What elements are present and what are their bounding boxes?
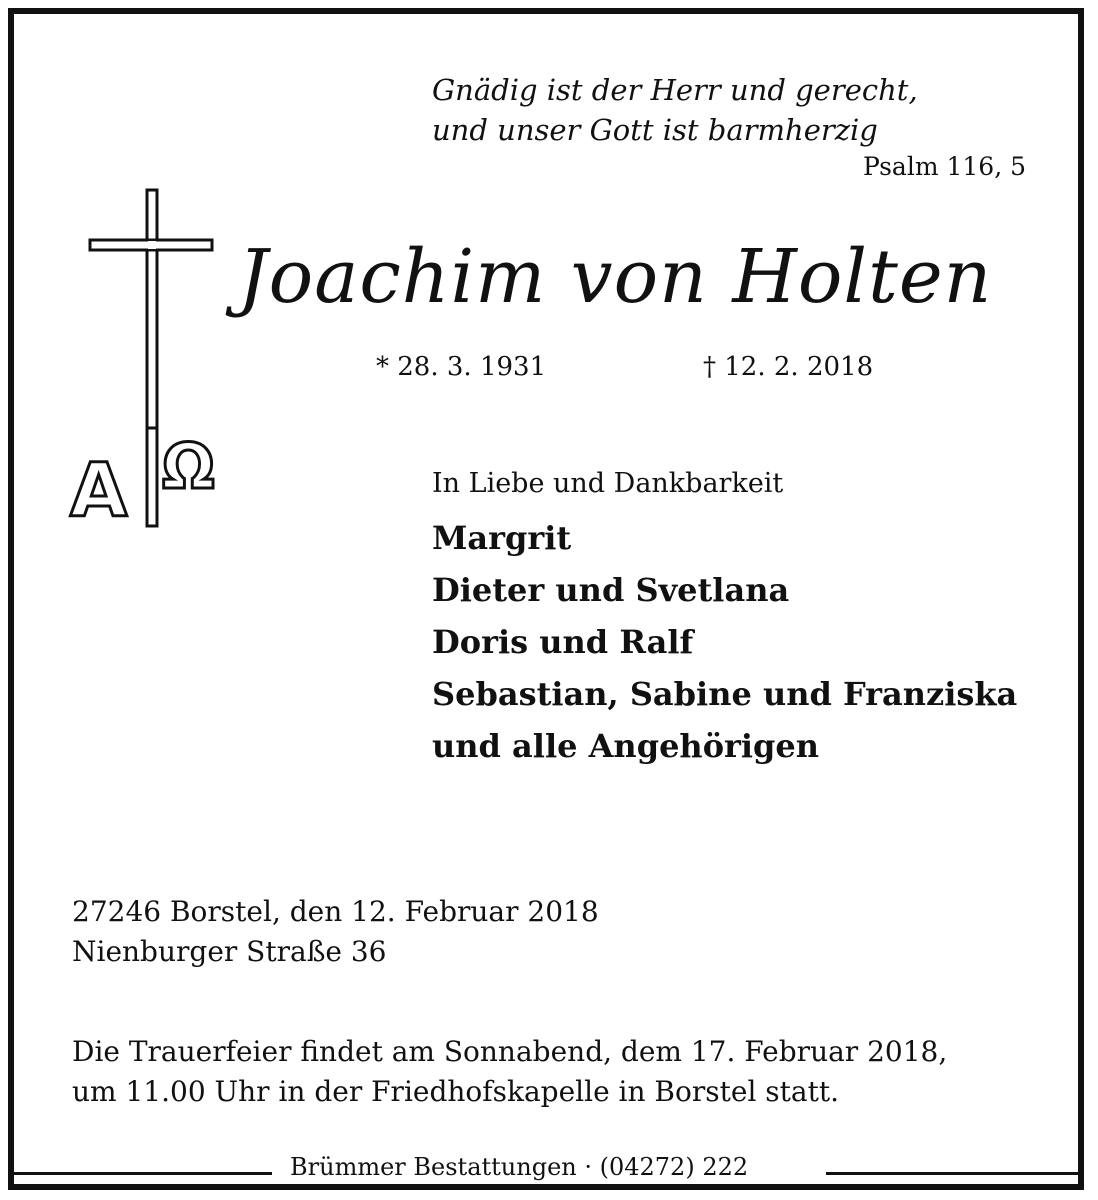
address-line-1: 27246 Borstel, den 12. Februar 2018 [72, 895, 599, 928]
mourners-intro: In Liebe und Dankbarkeit [432, 468, 784, 499]
cross-alpha-omega-icon [68, 188, 238, 533]
verse-line-1: Gnädig ist der Herr und gerecht, [432, 73, 918, 107]
verse-source: Psalm 116, 5 [862, 152, 1026, 181]
verse-line-2: und unser Gott ist barmherzig [432, 113, 878, 147]
alpha-letter: A [70, 448, 128, 533]
mourner-name: und alle Angehörigen [432, 727, 820, 765]
mourner-name: Sebastian, Sabine und Franziska [432, 675, 1018, 713]
ceremony-info [72, 1032, 947, 1112]
address-line-2: Nienburger Straße 36 [72, 935, 387, 968]
birth-date: * 28. 3. 1931 [376, 352, 547, 382]
bible-verse [432, 70, 918, 150]
deceased-name: Joachim von Holten [238, 234, 993, 320]
death-date: † 12. 2. 2018 [703, 352, 874, 382]
mourner-name: Doris und Ralf [432, 623, 694, 661]
footer-rule-left [14, 1172, 272, 1175]
footer-rule-right [826, 1172, 1084, 1175]
funeral-home-credit: Brümmer Bestattungen · (04272) 222 [286, 1153, 752, 1181]
address-block [72, 892, 599, 972]
omega-letter: Ω [162, 430, 215, 503]
ceremony-line-2: um 11.00 Uhr in der Friedhofskapelle in Borstel statt. [72, 1075, 840, 1108]
mourner-name: Margrit [432, 519, 572, 557]
ceremony-line-1: Die Trauerfeier findet am Sonnabend, dem 17. Februar 2018, [72, 1035, 948, 1068]
mourner-name: Dieter und Svetlana [432, 571, 790, 609]
mourners-list [432, 512, 1017, 772]
